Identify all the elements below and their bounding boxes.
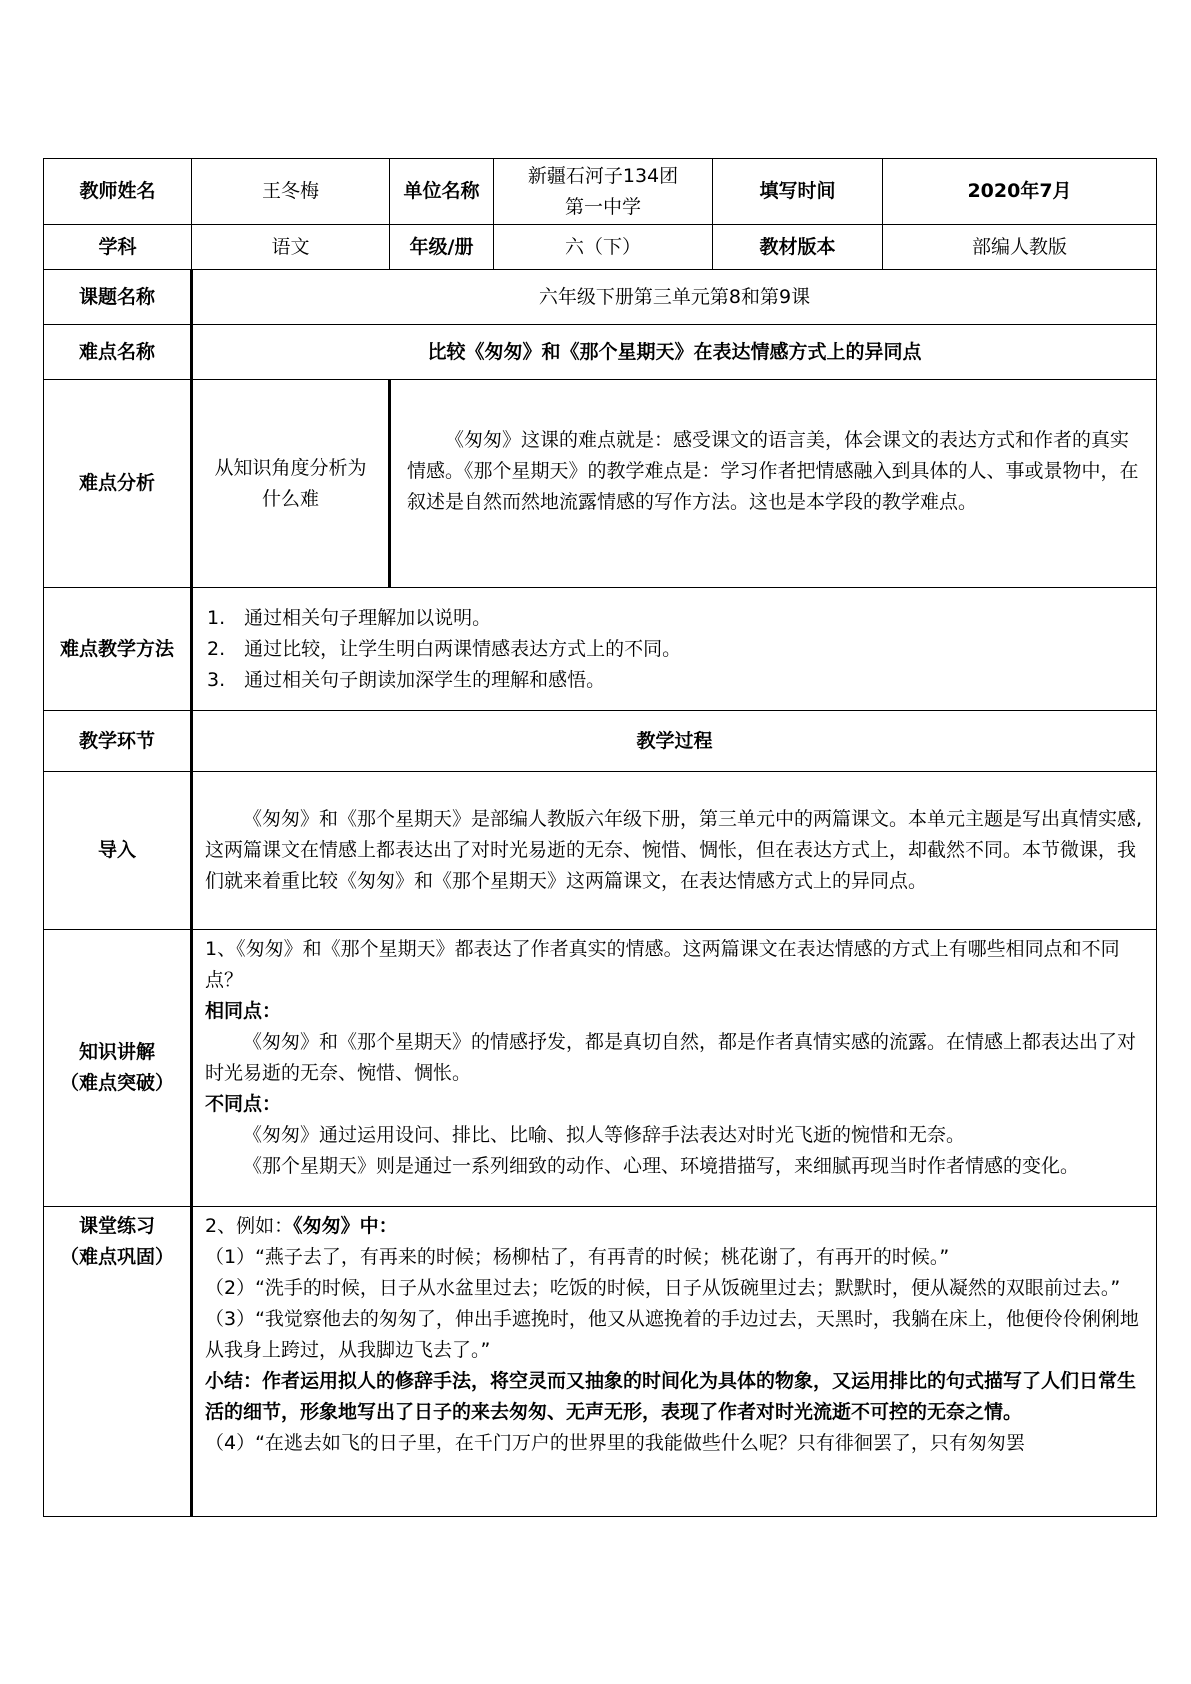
- methods-list: [207, 603, 1144, 696]
- diff-points-text-2: 《那个星期天》则是通过一系列细致的动作、心理、环境措描写，来细腻再现当时作者情感的变化。: [243, 1155, 1080, 1177]
- teacher-name-value: 王冬梅: [192, 159, 390, 225]
- grade-label: 年级/册: [390, 225, 494, 270]
- knowledge-label-line-1: 知识讲解: [78, 1041, 155, 1063]
- unit-line-2: 第一中学: [564, 195, 641, 218]
- row-practice: [44, 1207, 1157, 1517]
- practice-quote-1: （1）“燕子去了，有再来的时候；杨柳枯了，有再青的时候；桃花谢了，有再开的时候。”: [205, 1246, 950, 1268]
- method-item-2: 2. 通过比较，让学生明白两课情感表达方式上的不同。: [207, 637, 682, 660]
- difficulty-label: 难点名称: [44, 325, 192, 380]
- analysis-text-cell: [390, 380, 1157, 588]
- practice-example: [205, 1211, 1144, 1242]
- topic-label: 课题名称: [44, 270, 192, 325]
- row-difficulty: [44, 325, 1157, 380]
- unit-value: [494, 159, 713, 225]
- practice-quote-2: （2）“洗手的时候，日子从水盆里过去；吃饭的时候，日子从饭碗里过去；默默时，便从凝然的双眼前过去。”: [205, 1277, 1121, 1299]
- practice-cell: [192, 1207, 1157, 1517]
- row-subject-info: [44, 225, 1157, 270]
- process-step-label: 教学环节: [44, 711, 192, 772]
- practice-summary: 小结：作者运用拟人的修辞手法，将空灵而又抽象的时间化为具体的物象，又运用排比的句式描写了人们日常生活的细节，形象地写出了日子的来去匆匆、无声无形，表现了作者对时光流逝不可控的无奈之情。: [205, 1370, 1137, 1423]
- subject-value: 语文: [192, 225, 390, 270]
- grade-value: 六（下）: [494, 225, 713, 270]
- practice-label-line-2: （难点巩固）: [59, 1246, 174, 1268]
- difficulty-value: 比较《匆匆》和《那个星期天》在表达情感方式上的异同点: [192, 325, 1157, 380]
- analysis-sub-label: [192, 380, 390, 588]
- practice-quote-4: （4）“在逃去如飞的日子里，在千门万户的世界里的我能做些什么呢？只有徘徊罢了，只有匆匆罢: [205, 1432, 1025, 1454]
- lesson-plan-table: [43, 158, 1157, 1517]
- unit-label: 单位名称: [390, 159, 494, 225]
- practice-example-source: 《匆匆》中：: [293, 1215, 398, 1237]
- textbook-value: 部编人教版: [883, 225, 1157, 270]
- methods-cell: [192, 588, 1157, 711]
- practice-label-line-1: 课堂练习: [78, 1215, 155, 1237]
- subject-label: 学科: [44, 225, 192, 270]
- row-topic: [44, 270, 1157, 325]
- fill-time-label: 填写时间: [713, 159, 883, 225]
- knowledge-label-line-2: （难点突破）: [59, 1072, 174, 1094]
- analysis-sub-label-line-2: 什么难: [261, 487, 319, 510]
- same-points-text: 《匆匆》和《那个星期天》的情感抒发，都是真切自然，都是作者真情实感的流露。在情感上都表达出了对时光易逝的无奈、惋惜、惆怅。: [205, 1031, 1137, 1084]
- diff-points-text-1: 《匆匆》通过运用设问、排比、比喻、拟人等修辞手法表达对时光飞逝的惋惜和无奈。: [243, 1124, 966, 1146]
- row-teacher-info: [44, 159, 1157, 225]
- practice-quote-3: （3）“我觉察他去的匆匆了，伸出手遮挽时，他又从遮挽着的手边过去，天黑时，我躺在床上，他便伶伶俐俐地从我身上跨过，从我脚边飞去了。”: [205, 1308, 1139, 1361]
- methods-label: 难点教学方法: [44, 588, 192, 711]
- row-intro: [44, 772, 1157, 930]
- teacher-name-label: 教师姓名: [44, 159, 192, 225]
- same-points-label: 相同点：: [205, 1000, 282, 1022]
- intro-text: 《匆匆》和《那个星期天》是部编人教版六年级下册，第三单元中的两篇课文。本单元主题是写出真情实感,这两篇课文在情感上都表达出了对时光易逝的无奈、惋惜、惆怅，但在表达方式上，却截然不同。本节微课，我们就来着重比较《匆匆》和《那个星期天》这两篇课文，在表达情感方式上的异同点。: [205, 808, 1143, 892]
- knowledge-cell: [192, 930, 1157, 1207]
- practice-example-prefix: 2、例如：: [205, 1215, 294, 1237]
- topic-value: 六年级下册第三单元第8和第9课: [192, 270, 1157, 325]
- practice-label: [44, 1207, 192, 1517]
- row-methods: [44, 588, 1157, 711]
- row-knowledge: [44, 930, 1157, 1207]
- fill-time-value: 2020年7月: [883, 159, 1157, 225]
- textbook-label: 教材版本: [713, 225, 883, 270]
- row-analysis: [44, 380, 1157, 588]
- method-item-3: 3. 通过相关句子朗读加深学生的理解和感悟。: [207, 668, 606, 691]
- row-process-header: [44, 711, 1157, 772]
- intro-cell: [192, 772, 1157, 930]
- knowledge-label: [44, 930, 192, 1207]
- process-label: 教学过程: [192, 711, 1157, 772]
- analysis-text: 《匆匆》这课的难点就是：感受课文的语言美，体会课文的表达方式和作者的真实情感。《那个星期天》的教学难点是：学习作者把情感融入到具体的人、事或景物中，在叙述是自然而然地流露情感的写作方法。这也是本学段的教学难点。: [407, 429, 1139, 513]
- intro-label: 导入: [44, 772, 192, 930]
- analysis-sub-label-line-1: 从知识角度分析为: [214, 456, 367, 479]
- method-item-1: 1. 通过相关句子理解加以说明。: [207, 606, 492, 629]
- unit-line-1: 新疆石河子134团: [527, 164, 679, 187]
- diff-points-label: 不同点：: [205, 1093, 282, 1115]
- knowledge-question: 1、《匆匆》和《那个星期天》都表达了作者真实的情感。这两篇课文在表达情感的方式上有哪些相同点和不同点？: [205, 938, 1120, 991]
- analysis-label: 难点分析: [44, 380, 192, 588]
